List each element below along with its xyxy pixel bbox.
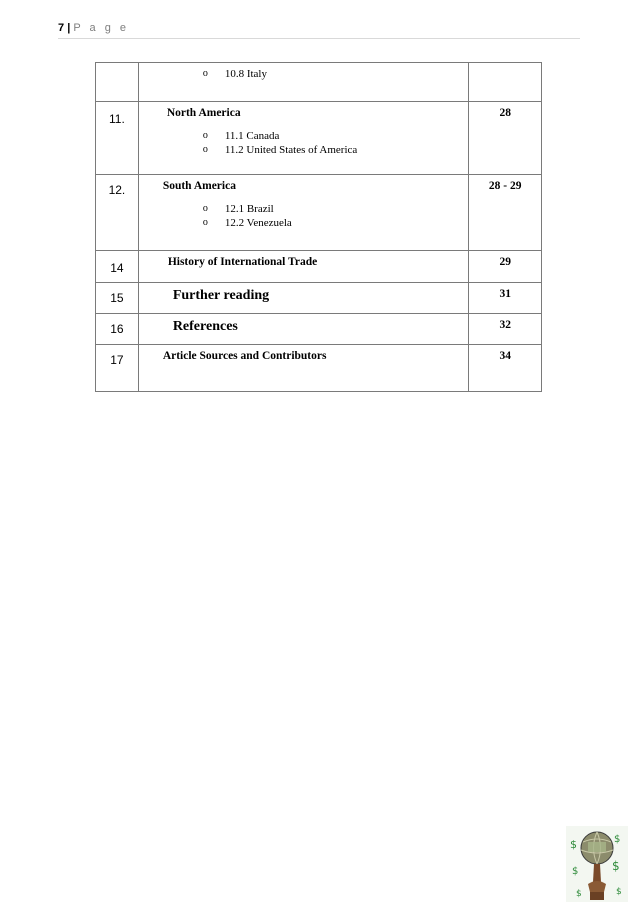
toc-page-cell bbox=[469, 102, 542, 175]
toc-page: 28 bbox=[499, 107, 511, 119]
toc-title: History of International Trade bbox=[167, 256, 318, 268]
svg-text:$: $ bbox=[572, 866, 579, 877]
toc-title: Article Sources and Contributors bbox=[162, 350, 327, 362]
toc-number-cell bbox=[96, 345, 139, 392]
toc-page-cell bbox=[469, 314, 542, 345]
toc-number-cell bbox=[96, 175, 139, 251]
toc-page-cell bbox=[469, 63, 542, 102]
bullet-o-icon: o bbox=[202, 68, 208, 79]
bullet-o-icon: o bbox=[202, 130, 208, 141]
toc-number-cell bbox=[96, 314, 139, 345]
toc-page: 28 - 29 bbox=[488, 180, 522, 192]
toc-title: References bbox=[172, 319, 238, 334]
toc-page-cell bbox=[469, 283, 542, 314]
toc-title-cell bbox=[138, 63, 469, 102]
toc-subitem: o 11.2 United States of America bbox=[202, 144, 358, 156]
toc-number: 15 bbox=[110, 291, 124, 305]
toc-title-cell bbox=[138, 175, 469, 251]
toc-row bbox=[96, 251, 542, 283]
toc-row bbox=[96, 102, 542, 175]
toc-number-cell bbox=[96, 251, 139, 283]
toc-subitems bbox=[139, 63, 469, 81]
toc-number: 11. bbox=[109, 112, 125, 126]
toc-page-cell bbox=[469, 175, 542, 251]
toc-title: South America bbox=[162, 180, 236, 192]
header-separator: | bbox=[67, 22, 71, 34]
toc-title-cell bbox=[138, 345, 469, 392]
toc-subitem: o 12.1 Brazil bbox=[202, 203, 274, 215]
toc-subitems bbox=[139, 192, 469, 230]
toc-number: 14 bbox=[110, 261, 124, 275]
toc-title: Further reading bbox=[172, 288, 270, 303]
toc-number-cell bbox=[96, 283, 139, 314]
toc-page: 29 bbox=[499, 256, 511, 268]
bullet-o-icon: o bbox=[202, 217, 208, 228]
toc-page: 32 bbox=[499, 319, 511, 331]
toc-subitem: o 11.1 Canada bbox=[202, 130, 280, 142]
table-of-contents bbox=[95, 62, 542, 392]
page-number: 7 bbox=[58, 22, 65, 34]
toc-page-cell bbox=[469, 251, 542, 283]
svg-text:$: $ bbox=[612, 859, 620, 873]
bullet-o-icon: o bbox=[202, 144, 208, 155]
toc-title-cell bbox=[138, 314, 469, 345]
svg-text:$: $ bbox=[616, 887, 622, 897]
svg-text:$: $ bbox=[570, 838, 577, 851]
toc-number-cell bbox=[96, 102, 139, 175]
money-globe-logo bbox=[566, 826, 628, 902]
toc-page: 34 bbox=[499, 350, 511, 362]
page-word: P a g e bbox=[73, 22, 129, 34]
toc-number: 17 bbox=[110, 353, 124, 367]
toc-title: North America bbox=[166, 107, 241, 119]
bullet-o-icon: o bbox=[202, 203, 208, 214]
toc-row bbox=[96, 63, 542, 102]
toc-number: 12. bbox=[108, 183, 126, 197]
toc-subitems bbox=[139, 119, 469, 157]
svg-text:$: $ bbox=[614, 834, 621, 845]
toc-row bbox=[96, 345, 542, 392]
toc-row bbox=[96, 314, 542, 345]
toc-number: 16 bbox=[110, 322, 124, 336]
toc-page-cell bbox=[469, 345, 542, 392]
toc-subitem: o 12.2 Venezuela bbox=[202, 217, 292, 229]
toc-title-cell bbox=[138, 283, 469, 314]
toc-subitem: o 10.8 Italy bbox=[202, 68, 267, 80]
page-header bbox=[58, 22, 129, 34]
toc-page: 31 bbox=[499, 288, 511, 300]
toc-number-cell bbox=[96, 63, 139, 102]
toc-row bbox=[96, 175, 542, 251]
toc-row bbox=[96, 283, 542, 314]
toc-title-cell bbox=[138, 102, 469, 175]
header-rule bbox=[58, 38, 580, 39]
svg-text:$: $ bbox=[576, 889, 582, 899]
toc-title-cell bbox=[138, 251, 469, 283]
